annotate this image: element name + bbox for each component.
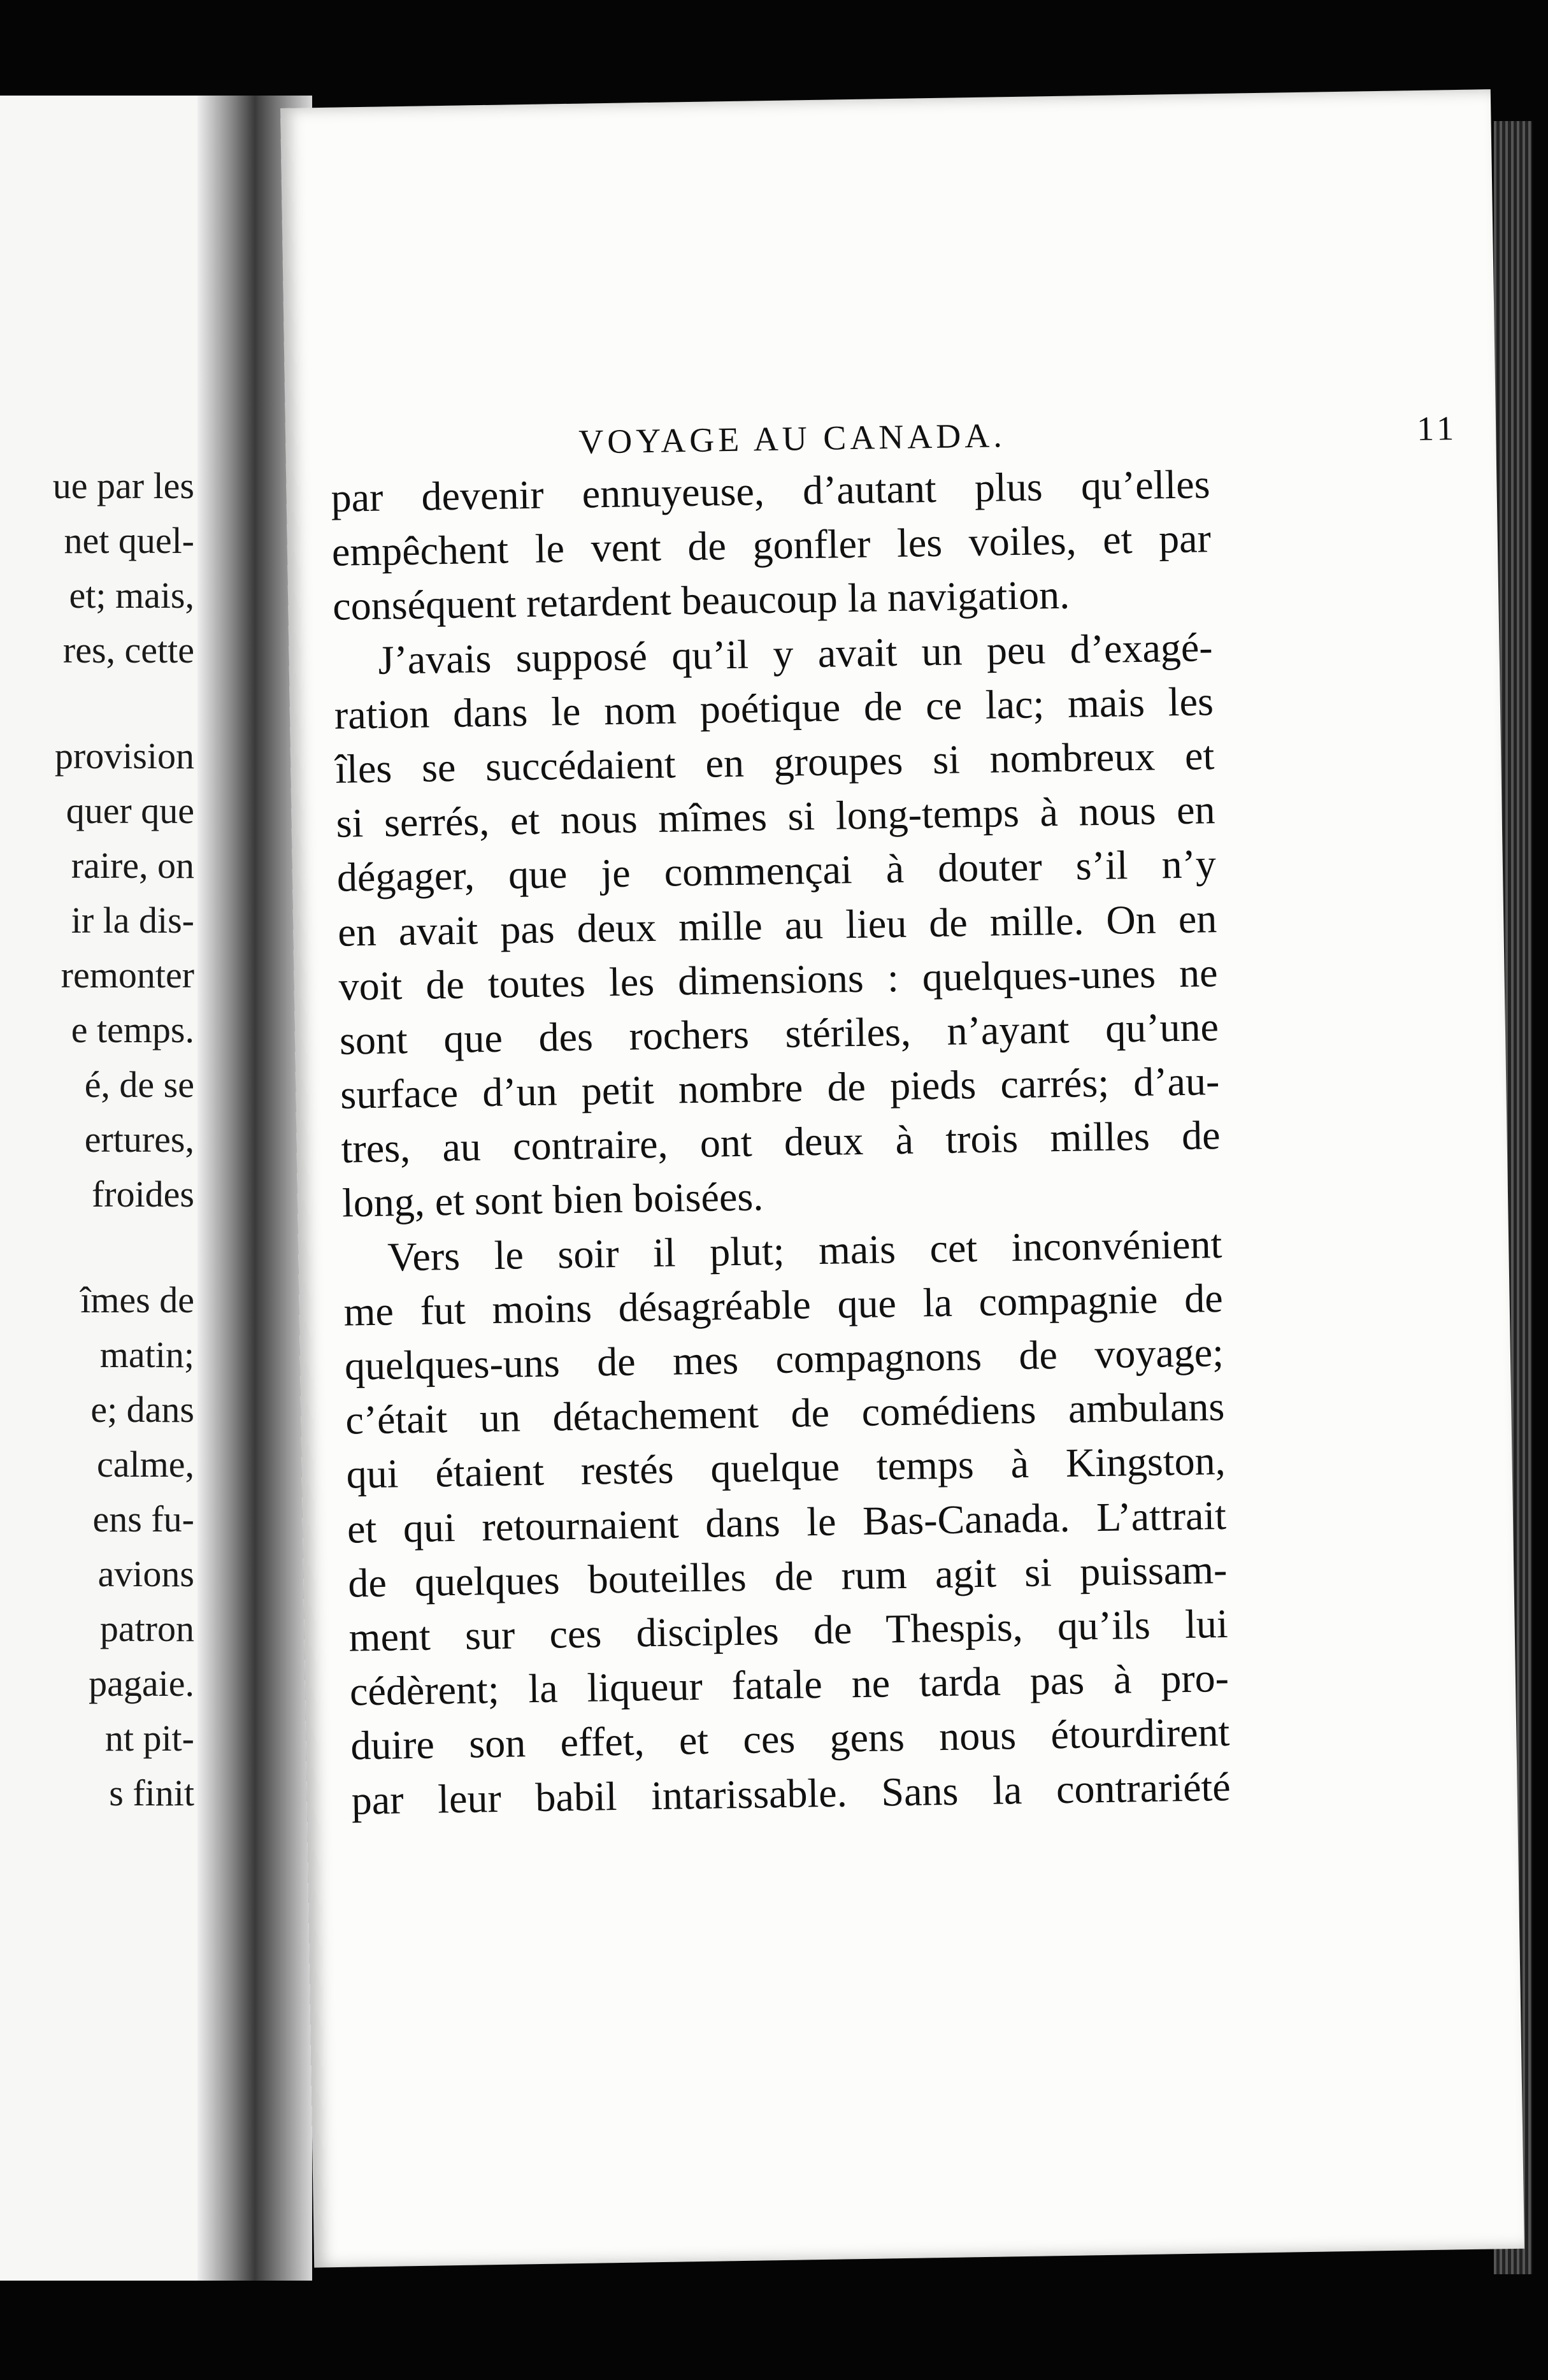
left-line: e temps. xyxy=(71,1009,194,1050)
text-line: dégager, que je commençai à douter s’il n’y xyxy=(336,841,1217,901)
text-line: de quelques bouteilles de rum agit si puissam- xyxy=(347,1546,1228,1606)
left-line: patron xyxy=(99,1608,194,1649)
body-text xyxy=(331,457,1231,1827)
left-line: ertures, xyxy=(84,1119,194,1160)
text-line: conséquent retardent beaucoup la navigation. xyxy=(332,572,1070,629)
left-line: provision xyxy=(54,735,194,777)
text-line: surface d’un petit nombre de pieds carrés; d’au- xyxy=(340,1058,1220,1117)
text-line: empêchent le vent de gonfler les voiles, et par xyxy=(331,515,1212,575)
text-line: en avait pas deux mille au lieu de mille. On en xyxy=(337,895,1217,955)
left-line: res, cette xyxy=(62,629,194,671)
text-line: c’était un détachement de comédiens ambulans xyxy=(345,1384,1225,1443)
text-line: sont que des rochers stériles, n’ayant qu’une xyxy=(339,1003,1219,1063)
text-line: et qui retournaient dans le Bas-Canada. L’attrait xyxy=(347,1492,1227,1552)
left-line: matin; xyxy=(99,1334,194,1375)
left-line: ue par les xyxy=(52,465,194,506)
left-line: calme, xyxy=(97,1444,194,1485)
right-page xyxy=(280,89,1524,2267)
text-line: par leur babil intarissable. Sans la contrariété xyxy=(351,1763,1231,1823)
left-line: îmes de xyxy=(80,1279,194,1321)
text-line: me fut moins désagréable que la compagnie de xyxy=(343,1275,1224,1335)
text-line: J’avais supposé qu’il y avait un peu d’exagé- xyxy=(378,624,1214,683)
text-line: voit de toutes les dimensions : quelques-unes ne xyxy=(338,949,1219,1009)
running-header xyxy=(578,408,1458,461)
text-line: cédèrent; la liqueur fatale ne tarda pas à pro- xyxy=(349,1655,1229,1714)
left-line: remonter xyxy=(61,954,194,996)
left-line: quer que xyxy=(66,790,194,831)
left-line: froides xyxy=(91,1173,194,1215)
text-line: tres, au contraire, ont deux à trois milles de xyxy=(341,1112,1221,1172)
left-line: avions xyxy=(97,1553,194,1595)
text-line: ration dans le nom poétique de ce lac; mais les xyxy=(334,678,1214,738)
left-line: é, de se xyxy=(84,1064,194,1105)
left-line: ir la dis- xyxy=(71,900,194,941)
text-line: duire son effet, et ces gens nous étourdirent xyxy=(350,1709,1230,1768)
text-line: si serrés, et nous mîmes si long-temps à nous en xyxy=(336,787,1216,846)
left-line: et; mais, xyxy=(69,575,194,616)
left-line: pagaie. xyxy=(89,1663,194,1704)
left-line: s finit xyxy=(109,1772,194,1814)
left-line: raire, on xyxy=(71,845,194,886)
page-number: 11 xyxy=(1416,409,1458,448)
text-line: par devenir ennuyeuse, d’autant plus qu’elles xyxy=(331,461,1210,520)
text-line: îles se succédaient en groupes si nombreux et xyxy=(334,733,1215,792)
left-line: nt pit- xyxy=(104,1717,194,1759)
text-line: quelques-uns de mes compagnons de voyage; xyxy=(344,1329,1224,1389)
text-line: ment sur ces disciples de Thespis, qu’ils lui xyxy=(348,1600,1229,1660)
left-line: net quel- xyxy=(64,520,194,561)
text-line: qui étaient restés quelque temps à Kingston, xyxy=(346,1438,1226,1498)
left-line: e; dans xyxy=(90,1389,194,1430)
running-title: VOYAGE AU CANADA. xyxy=(578,416,1007,461)
text-line: Vers le soir il plut; mais cet inconvénient xyxy=(387,1221,1222,1280)
left-line: ens fu- xyxy=(92,1498,194,1540)
text-line: long, et sont bien boisées. xyxy=(341,1173,764,1226)
left-page-text xyxy=(53,459,194,1821)
